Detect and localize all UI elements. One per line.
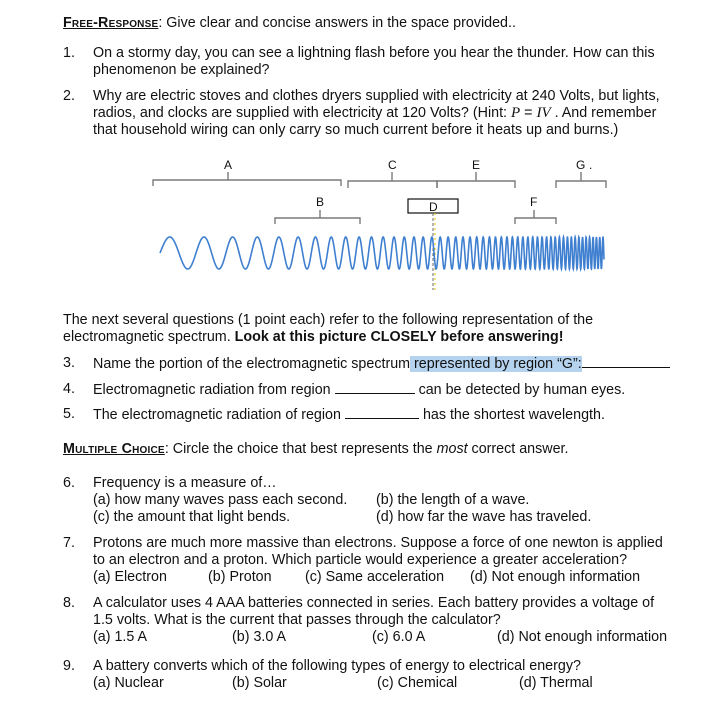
region-label-g-suffix: . <box>589 158 593 172</box>
choice-d[interactable]: (d) Thermal <box>519 675 593 691</box>
multiple-choice-emphasis: most <box>436 441 468 457</box>
multiple-choice-label: Multiple Choice <box>63 441 165 457</box>
choice-d[interactable]: (d) how far the wave has traveled. <box>376 509 592 525</box>
bracket-b <box>275 218 360 224</box>
bracket-g <box>556 181 606 188</box>
electromagnetic-spectrum-diagram <box>0 150 724 300</box>
bracket-f <box>515 218 556 224</box>
bracket-c <box>348 181 437 188</box>
region-label-f: F <box>530 195 538 209</box>
question-text: Protons are much more massive than electrons. Suppose a force of one newton is applied <box>93 535 663 551</box>
choice-b[interactable]: (b) Proton <box>208 569 272 585</box>
question-text: The electromagnetic radiation of region <box>93 407 341 423</box>
question-number: 8. <box>63 595 75 611</box>
intro-text: The next several questions (1 point each) refer to the following representation of the <box>63 312 594 328</box>
spectrum-wave <box>160 237 604 269</box>
free-response-heading <box>63 15 516 31</box>
formula-p: P <box>511 105 521 121</box>
region-label-b: B <box>316 195 325 209</box>
region-label-d: D <box>429 200 438 214</box>
question-text-part: radios, and clocks are supplied with electricity at 120 Volts? (Hint: <box>93 105 511 121</box>
choice-c[interactable]: (c) 6.0 A <box>372 629 426 645</box>
answer-blank[interactable] <box>582 355 670 368</box>
question-text: to an electron and a proton. Which particle would experience a greater acceleration? <box>93 552 628 568</box>
choice-c[interactable]: (c) the amount that light bends. <box>93 509 291 525</box>
choice-a[interactable]: (a) 1.5 A <box>93 629 148 645</box>
choice-b[interactable]: (b) 3.0 A <box>232 629 287 645</box>
question-text: can be detected by human eyes. <box>418 382 626 398</box>
choice-c[interactable]: (c) Same acceleration <box>305 569 445 585</box>
intro-text <box>63 329 693 346</box>
question-number: 6. <box>63 475 75 491</box>
free-response-instructions: : Give clear and concise answers in the space provided.. <box>158 15 516 31</box>
question-text: Why are electric stoves and clothes dryers supplied with electricity at 240 Volts, but lights, <box>93 88 660 104</box>
question-number: 5. <box>63 406 75 422</box>
question-text: A battery converts which of the following types of energy to electrical energy? <box>93 658 581 674</box>
spectrum-intro <box>63 312 693 346</box>
formula-iv: IV <box>536 105 551 121</box>
intro-emphasis: Look at this picture CLOSELY before answering! <box>234 329 564 345</box>
question-number: 3. <box>63 355 75 371</box>
question-number: 7. <box>63 535 75 551</box>
question-text: Frequency is a measure of… <box>93 475 277 491</box>
free-response-label: Free-Response <box>63 15 159 31</box>
question-text: 1.5 volts. What is the current that passes through the calculator? <box>93 612 501 628</box>
answer-blank[interactable] <box>345 406 419 419</box>
question-text: Electromagnetic radiation from region <box>93 382 331 398</box>
question-6 <box>63 475 693 530</box>
question-number: 4. <box>63 381 75 397</box>
question-text: that household wiring can only carry so much current before it heats up and burns.) <box>93 122 619 138</box>
bracket-e <box>437 181 515 188</box>
multiple-choice-instructions: : Circle the choice that best represents the <box>164 441 437 457</box>
multiple-choice-instructions-end: correct answer. <box>467 441 569 457</box>
bracket-a <box>153 180 341 186</box>
question-text-part: . And remember <box>550 105 657 121</box>
question-8 <box>63 595 693 650</box>
question-number: 2. <box>63 88 75 104</box>
question-text: A calculator uses 4 AAA batteries connected in series. Each battery provides a voltage of <box>93 595 655 611</box>
question-number: 1. <box>63 45 75 61</box>
question-number: 9. <box>63 658 75 674</box>
answer-blank[interactable] <box>335 381 415 394</box>
choice-a[interactable]: (a) how many waves pass each second. <box>93 492 348 508</box>
question-9 <box>63 658 693 698</box>
region-label-c: C <box>388 158 397 172</box>
choice-a[interactable]: (a) Electron <box>93 569 167 585</box>
choice-b[interactable]: (b) the length of a wave. <box>376 492 530 508</box>
question-text: phenomenon be explained? <box>93 62 270 78</box>
region-label-e: E <box>472 158 481 172</box>
choice-c[interactable]: (c) Chemical <box>377 675 458 691</box>
question-text: On a stormy day, you can see a lightning flash before you hear the thunder. How can this <box>93 45 655 61</box>
region-label-a: A <box>224 158 233 172</box>
intro-text-part: electromagnetic spectrum. <box>63 329 235 345</box>
choice-a[interactable]: (a) Nuclear <box>93 675 164 691</box>
choice-b[interactable]: (b) Solar <box>232 675 287 691</box>
formula-equals: = <box>520 105 537 121</box>
region-label-g: G <box>576 158 586 172</box>
question-text <box>93 105 693 122</box>
question-7 <box>63 535 693 590</box>
choice-d[interactable]: (d) Not enough information <box>497 629 668 645</box>
question-text: has the shortest wavelength. <box>422 407 605 423</box>
choice-d[interactable]: (d) Not enough information <box>470 569 641 585</box>
question-text: Name the portion of the electromagnetic spectrum <box>93 356 411 372</box>
highlighted-text: represented by region “G”: <box>410 356 582 372</box>
multiple-choice-heading <box>63 441 569 457</box>
